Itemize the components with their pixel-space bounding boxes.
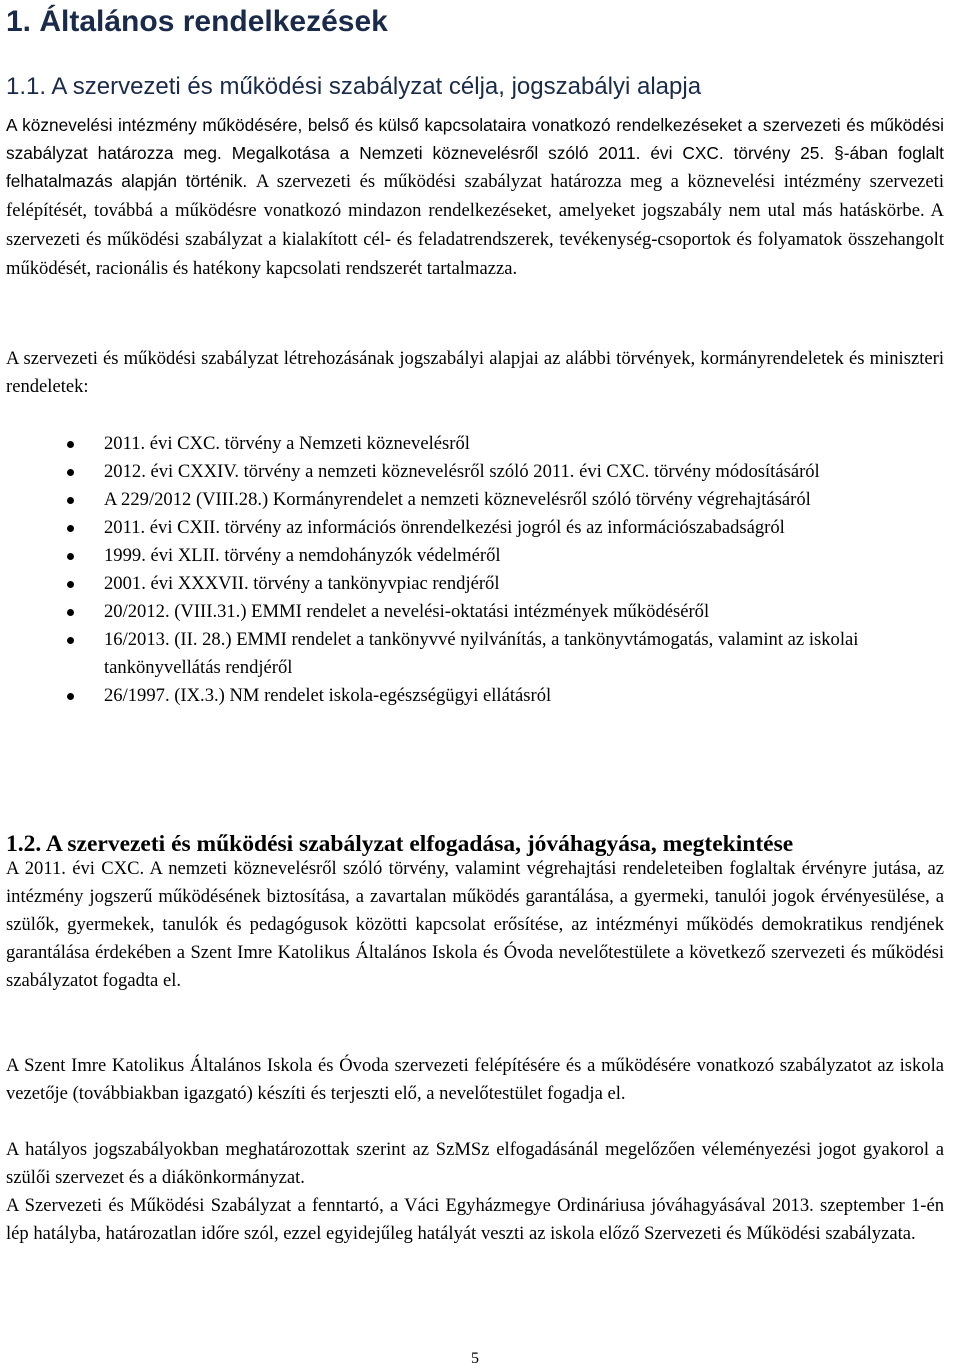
list-item: A 229/2012 (VIII.28.) Kormányrendelet a nemzeti köznevelésről szóló törvény végrehajtásáról — [0, 486, 904, 514]
list-item: 26/1997. (IX.3.) NM rendelet iskola-egészségügyi ellátásról — [0, 682, 904, 710]
list-item: 2011. évi CXC. törvény a Nemzeti köznevelésről — [0, 430, 904, 458]
paragraph-effect: A Szervezeti és Működési Szabályzat a fenntartó, a Váci Egyházmegye Ordináriusa jóváhagyásával 2013. szeptember 1-én lép hatályba, határozatlan időre szól, ezzel egyidejűleg hatályát veszti az iskola előző Szervezeti és Működési szabályzata. — [6, 1195, 944, 1244]
list-item: 1999. évi XLII. törvény a nemdohányzók védelméről — [0, 542, 904, 570]
heading-general-provisions: 1. Általános rendelkezések — [6, 5, 388, 38]
paragraph-intro-part-a: A köznevelési intézmény működésére, belső és külső kapcsolataira vonatkozó rendelkezéseket a szervezeti és működési szabályzat határozza meg. Megalkotása a Nemzeti köznevelésről szóló 2011. évi CXC. törvény 25. §-ában foglalt felhatalmazás alapján történik. — [6, 115, 944, 191]
paragraph-preparation: A Szent Imre Katolikus Általános Iskola és Óvoda szervezeti felépítésére és a működésére vonatkozó szabályzatot az iskola vezetője (továbbiakban igazgató) készíti és terjeszti elő, a nevelőtestület fogadja el. — [6, 1055, 944, 1104]
paragraph-intro-part-b: A szervezeti és működési szabályzat határozza meg a köznevelési intézmény szervezeti felépítését, továbbá a működésre vonatkozó mindazon rendelkezéseket, amelyeket jogszabály nem utal más hatáskörbe. A szervezeti és működési szabályzat a kialakított cél- és feladatrendszerek, tevékenység-csoportok és folyamatok összehangolt működését, racionális és hatékony kapcsolati rendszerét tartalmazza. — [6, 171, 944, 279]
list-item: 16/2013. (II. 28.) EMMI rendelet a tankönyvvé nyilvánítás, a tankönyvtámogatás, valamint az iskolai tankönyvellátás rendjéről — [0, 626, 904, 682]
list-item: 2012. évi CXXIV. törvény a nemzeti köznevelésről szóló 2011. évi CXC. törvény módosításáról — [0, 458, 904, 486]
paragraph-adoption: A 2011. évi CXC. A nemzeti köznevelésről szóló törvény, valamint végrehajtási rendeleteiben foglaltak érvényre jutása, az intézmény jogszerű működésének biztosítása, a zavartalan működés garantálása, a gyermeki, tanulói jogok érvényesülése, a szülők, gyermekek, tanulók és pedagógusok közötti kapcsolat erősítése, az intézményi működés demokratikus rendjének garantálása érdekében a Szent Imre Katolikus Általános Iskola és Óvoda nevelőtestülete a következő szervezeti és működési szabályzatot fogadta el. — [6, 858, 944, 991]
page-number: 5 — [471, 1350, 479, 1367]
heading-purpose-and-legal-basis: 1.1. A szervezeti és működési szabályzat célja, jogszabályi alapja — [6, 73, 702, 100]
list-item: 2001. évi XXXVII. törvény a tankönyvpiac rendjéről — [0, 570, 904, 598]
list-item: 2011. évi CXII. törvény az információs önrendelkezési jogról és az információszabadságról — [0, 514, 904, 542]
list-item: 20/2012. (VIII.31.) EMMI rendelet a nevelési-oktatási intézmények működéséről — [0, 598, 904, 626]
heading-adoption-approval: 1.2. A szervezeti és működési szabályzat elfogadása, jóváhagyása, megtekintése — [6, 831, 794, 857]
paragraph-legal-basis: A szervezeti és működési szabályzat létrehozásának jogszabályi alapjai az alábbi törvények, kormányrendeletek és miniszteri rendeletek: — [6, 348, 944, 397]
laws-list — [0, 430, 940, 710]
paragraph-opinion: A hatályos jogszabályokban meghatározottak szerint az SzMSz elfogadásánál megelőzően véleményezési jogot gyakorol a szülői szervezet és a diákönkormányzat. — [6, 1139, 944, 1188]
paragraph-intro — [6, 111, 944, 283]
